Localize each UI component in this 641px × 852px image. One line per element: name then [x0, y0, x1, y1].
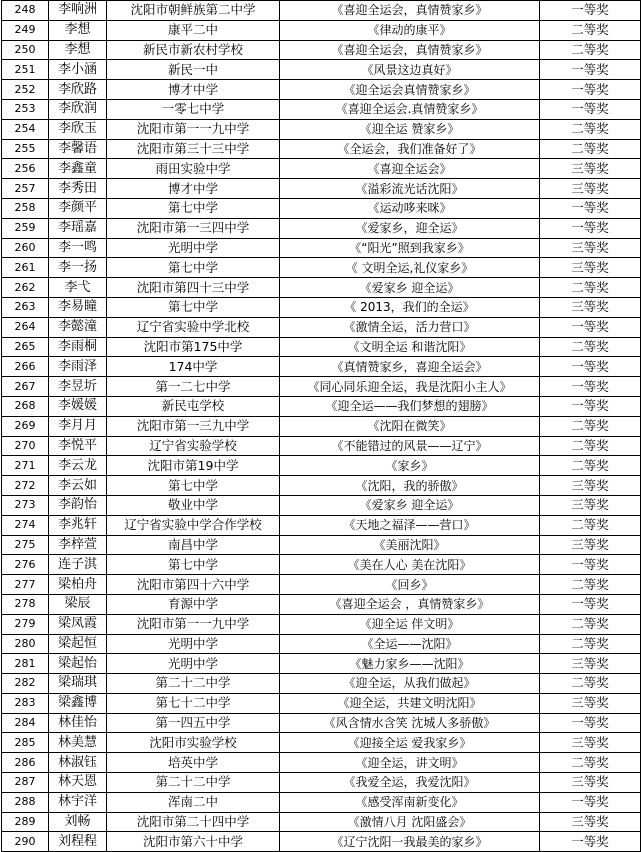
student-name: 刘程程: [49, 832, 107, 852]
award-level: 一等奖: [540, 832, 641, 852]
school-name: 沈阳市实验学校: [107, 733, 280, 753]
row-number: 248: [2, 1, 49, 21]
student-name: 李响洲: [49, 1, 107, 21]
row-number: 273: [2, 495, 49, 515]
table-row: [2, 495, 641, 515]
row-number: 277: [2, 575, 49, 595]
awards-table: [1, 0, 641, 852]
row-number: 276: [2, 555, 49, 575]
award-level: 三等奖: [540, 654, 641, 674]
award-level: 三等奖: [540, 535, 641, 555]
award-level: 二等奖: [540, 614, 641, 634]
student-name: 李云如: [49, 476, 107, 496]
student-name: 梁柏舟: [49, 575, 107, 595]
table-row: [2, 258, 641, 278]
award-level: 二等奖: [540, 753, 641, 773]
work-title: 《感受浑南新变化》: [280, 792, 540, 812]
award-level: 三等奖: [540, 297, 641, 317]
work-title: 《不能错过的风景——辽宁》: [280, 436, 540, 456]
row-number: 287: [2, 773, 49, 793]
table-row: [2, 179, 641, 199]
work-title: 《沈阳，我的骄傲》: [280, 476, 540, 496]
table-row: [2, 456, 641, 476]
work-title: 《迎全运，共建文明沈阳》: [280, 693, 540, 713]
row-number: 249: [2, 20, 49, 40]
row-number: 280: [2, 634, 49, 654]
row-number: 271: [2, 456, 49, 476]
student-name: 梁起恒: [49, 634, 107, 654]
school-name: 雨田实验中学: [107, 159, 280, 179]
table-row: [2, 594, 641, 614]
row-number: 261: [2, 258, 49, 278]
row-number: 255: [2, 139, 49, 159]
work-title: 《文明全运 和谐沈阳》: [280, 337, 540, 357]
award-level: 三等奖: [540, 476, 641, 496]
work-title: 《天地之福泽——营口》: [280, 515, 540, 535]
row-number: 257: [2, 179, 49, 199]
work-title: 《迎全运——我们梦想的翅膀》: [280, 396, 540, 416]
work-title: 《回乡》: [280, 575, 540, 595]
student-name: 李一扬: [49, 258, 107, 278]
table-row: [2, 792, 641, 812]
table-row: [2, 693, 641, 713]
table-row: [2, 832, 641, 852]
row-number: 253: [2, 99, 49, 119]
table-row: [2, 416, 641, 436]
school-name: 沈阳市第六十中学: [107, 832, 280, 852]
row-number: 284: [2, 713, 49, 733]
student-name: 林天恩: [49, 773, 107, 793]
student-name: 李颜平: [49, 198, 107, 218]
work-title: 《沈阳在微笑》: [280, 416, 540, 436]
work-title: 《全运——沈阳》: [280, 634, 540, 654]
school-name: 沈阳市第一三九中学: [107, 416, 280, 436]
award-level: 三等奖: [540, 693, 641, 713]
school-name: 第二十二中学: [107, 674, 280, 694]
row-number: 288: [2, 792, 49, 812]
row-number: 281: [2, 654, 49, 674]
school-name: 育源中学: [107, 594, 280, 614]
award-level: 二等奖: [540, 337, 641, 357]
table-row: [2, 377, 641, 397]
student-name: 梁凤霞: [49, 614, 107, 634]
table-row: [2, 20, 641, 40]
row-number: 264: [2, 317, 49, 337]
row-number: 259: [2, 218, 49, 238]
row-number: 279: [2, 614, 49, 634]
table-row: [2, 396, 641, 416]
student-name: 李云龙: [49, 456, 107, 476]
school-name: 博才中学: [107, 179, 280, 199]
award-level: 二等奖: [540, 40, 641, 60]
table-row: [2, 555, 641, 575]
table-row: [2, 674, 641, 694]
school-name: 174中学: [107, 357, 280, 377]
row-number: 268: [2, 396, 49, 416]
work-title: 《迎全运，从我们做起》: [280, 674, 540, 694]
student-name: 梁瑞琪: [49, 674, 107, 694]
school-name: 第七十二中学: [107, 693, 280, 713]
student-name: 李雨泽: [49, 357, 107, 377]
table-row: [2, 575, 641, 595]
school-name: 沈阳市第三十三中学: [107, 139, 280, 159]
student-name: 李月月: [49, 416, 107, 436]
row-number: 258: [2, 198, 49, 218]
student-name: 林美慧: [49, 733, 107, 753]
school-name: 第二十二中学: [107, 773, 280, 793]
student-name: 李易瞳: [49, 297, 107, 317]
row-number: 285: [2, 733, 49, 753]
work-title: 《 文明全运,礼仪家乡》: [280, 258, 540, 278]
work-title: 《我爱全运，我爱沈阳》: [280, 773, 540, 793]
student-name: 李悦平: [49, 436, 107, 456]
row-number: 286: [2, 753, 49, 773]
school-name: 沈阳市第一一九中学: [107, 614, 280, 634]
table-row: [2, 60, 641, 80]
table-row: [2, 40, 641, 60]
school-name: 辽宁省实验学校: [107, 436, 280, 456]
work-title: 《喜迎全运会 ，真情赞家乡》: [280, 594, 540, 614]
table-row: [2, 476, 641, 496]
row-number: 250: [2, 40, 49, 60]
award-level: 二等奖: [540, 575, 641, 595]
student-name: 李懿潼: [49, 317, 107, 337]
table-row: [2, 159, 641, 179]
work-title: 《喜迎全运会.真情赞家乡》: [280, 99, 540, 119]
row-number: 252: [2, 80, 49, 100]
award-level: 一等奖: [540, 377, 641, 397]
school-name: 沈阳市第四十六中学: [107, 575, 280, 595]
student-name: 李想: [49, 20, 107, 40]
award-level: 二等奖: [540, 456, 641, 476]
work-title: 《风含情水含笑 沈城人多骄傲》: [280, 713, 540, 733]
student-name: 李昱圻: [49, 377, 107, 397]
school-name: 光明中学: [107, 654, 280, 674]
row-number: 265: [2, 337, 49, 357]
row-number: 283: [2, 693, 49, 713]
table-row: [2, 337, 641, 357]
work-title: 《美在人心 美在沈阳》: [280, 555, 540, 575]
award-level: 一等奖: [540, 555, 641, 575]
row-number: 282: [2, 674, 49, 694]
table-row: [2, 357, 641, 377]
work-title: 《迎接全运 爱我家乡》: [280, 733, 540, 753]
row-number: 260: [2, 238, 49, 258]
row-number: 272: [2, 476, 49, 496]
work-title: 《爱家乡 迎全运》: [280, 495, 540, 515]
school-name: 第七中学: [107, 555, 280, 575]
student-name: 李想: [49, 40, 107, 60]
school-name: 沈阳市朝鲜族第二中学: [107, 1, 280, 21]
table-row: [2, 515, 641, 535]
work-title: 《溢彩流光话沈阳》: [280, 179, 540, 199]
school-name: 一零七中学: [107, 99, 280, 119]
student-name: 梁鑫博: [49, 693, 107, 713]
award-level: 二等奖: [540, 119, 641, 139]
row-number: 251: [2, 60, 49, 80]
row-number: 262: [2, 278, 49, 298]
table-row: [2, 278, 641, 298]
work-title: 《爱家乡，迎全运》: [280, 218, 540, 238]
student-name: 李梓萱: [49, 535, 107, 555]
award-level: 二等奖: [540, 515, 641, 535]
school-name: 第一二七中学: [107, 377, 280, 397]
table-row: [2, 614, 641, 634]
school-name: 培英中学: [107, 753, 280, 773]
work-title: 《爱家乡 迎全运》: [280, 278, 540, 298]
student-name: 林宇洋: [49, 792, 107, 812]
table-row: [2, 119, 641, 139]
school-name: 康平二中: [107, 20, 280, 40]
award-level: 二等奖: [540, 416, 641, 436]
work-title: 《风景这边真好》: [280, 60, 540, 80]
work-title: 《激情全运，活力营口》: [280, 317, 540, 337]
award-level: 一等奖: [540, 713, 641, 733]
school-name: 南昌中学: [107, 535, 280, 555]
student-name: 梁起怡: [49, 654, 107, 674]
school-name: 沈阳市第四十三中学: [107, 278, 280, 298]
school-name: 第一四五中学: [107, 713, 280, 733]
award-level: 二等奖: [540, 139, 641, 159]
table-row: [2, 99, 641, 119]
school-name: 第七中学: [107, 198, 280, 218]
student-name: 李一鸣: [49, 238, 107, 258]
work-title: 《迎全运 赞家乡》: [280, 119, 540, 139]
school-name: 光明中学: [107, 634, 280, 654]
student-name: 李兆轩: [49, 515, 107, 535]
award-level: 一等奖: [540, 99, 641, 119]
award-level: 二等奖: [540, 436, 641, 456]
work-title: 《迎全运，讲文明》: [280, 753, 540, 773]
table-row: [2, 436, 641, 456]
row-number: 267: [2, 377, 49, 397]
table-row: [2, 535, 641, 555]
award-level: 一等奖: [540, 198, 641, 218]
work-title: 《辽宁沈阳一我最美的家乡》: [280, 832, 540, 852]
school-name: 新民屯学校: [107, 396, 280, 416]
table-row: [2, 654, 641, 674]
work-title: 《美丽沈阳》: [280, 535, 540, 555]
table-row: [2, 634, 641, 654]
award-level: 三等奖: [540, 733, 641, 753]
work-title: 《喜迎全运会》: [280, 159, 540, 179]
student-name: 李秀田: [49, 179, 107, 199]
work-title: 《“阳光”照到我家乡》: [280, 238, 540, 258]
award-level: 一等奖: [540, 60, 641, 80]
work-title: 《喜迎全运会，真情赞家乡》: [280, 40, 540, 60]
award-level: 一等奖: [540, 218, 641, 238]
student-name: 李弋: [49, 278, 107, 298]
school-name: 第七中学: [107, 297, 280, 317]
student-name: 李韵怡: [49, 495, 107, 515]
award-level: 三等奖: [540, 238, 641, 258]
school-name: 敬业中学: [107, 495, 280, 515]
row-number: 269: [2, 416, 49, 436]
award-level: 一等奖: [540, 357, 641, 377]
table-row: [2, 317, 641, 337]
work-title: 《激情八月 沈阳盛会》: [280, 812, 540, 832]
award-level: 三等奖: [540, 495, 641, 515]
award-level: 一等奖: [540, 594, 641, 614]
school-name: 沈阳市第175中学: [107, 337, 280, 357]
school-name: 光明中学: [107, 238, 280, 258]
award-level: 三等奖: [540, 258, 641, 278]
award-level: 二等奖: [540, 674, 641, 694]
award-level: 一等奖: [540, 80, 641, 100]
work-title: 《魅力家乡——沈阳》: [280, 654, 540, 674]
row-number: 274: [2, 515, 49, 535]
work-title: 《迎全运会真情赞家乡》: [280, 80, 540, 100]
work-title: 《真情赞家乡，喜迎全运会》: [280, 357, 540, 377]
work-title: 《 2013，我们的全运》: [280, 297, 540, 317]
school-name: 沈阳市第一一九中学: [107, 119, 280, 139]
row-number: 270: [2, 436, 49, 456]
work-title: 《同心同乐迎全运，我是沈阳小主人》: [280, 377, 540, 397]
work-title: 《运动哆来咪》: [280, 198, 540, 218]
row-number: 278: [2, 594, 49, 614]
award-level: 三等奖: [540, 773, 641, 793]
award-level: 一等奖: [540, 792, 641, 812]
school-name: 沈阳市第二十四中学: [107, 812, 280, 832]
school-name: 浑南二中: [107, 792, 280, 812]
table-row: [2, 297, 641, 317]
school-name: 第七中学: [107, 476, 280, 496]
student-name: 李欣玉: [49, 119, 107, 139]
student-name: 李馨语: [49, 139, 107, 159]
row-number: 263: [2, 297, 49, 317]
work-title: 《全运会，我们准备好了》: [280, 139, 540, 159]
table-row: [2, 139, 641, 159]
table-row: [2, 713, 641, 733]
school-name: 新民一中: [107, 60, 280, 80]
student-name: 李欣润: [49, 99, 107, 119]
award-level: 二等奖: [540, 20, 641, 40]
award-level: 一等奖: [540, 1, 641, 21]
award-level: 一等奖: [540, 396, 641, 416]
school-name: 沈阳市第一三四中学: [107, 218, 280, 238]
student-name: 李媛媛: [49, 396, 107, 416]
student-name: 李欣路: [49, 80, 107, 100]
student-name: 李瑶嘉: [49, 218, 107, 238]
student-name: 李雨桐: [49, 337, 107, 357]
row-number: 289: [2, 812, 49, 832]
table-row: [2, 733, 641, 753]
school-name: 辽宁省实验中学合作学校: [107, 515, 280, 535]
student-name: 梁辰: [49, 594, 107, 614]
table-row: [2, 198, 641, 218]
award-level: 二等奖: [540, 634, 641, 654]
work-title: 《律动的康平》: [280, 20, 540, 40]
award-level: 一等奖: [540, 317, 641, 337]
student-name: 李小涵: [49, 60, 107, 80]
student-name: 李鑫童: [49, 159, 107, 179]
row-number: 266: [2, 357, 49, 377]
school-name: 第七中学: [107, 258, 280, 278]
award-level: 三等奖: [540, 159, 641, 179]
work-title: 《喜迎全运会，真情赞家乡》: [280, 1, 540, 21]
school-name: 新民市新农村学校: [107, 40, 280, 60]
school-name: 辽宁省实验中学北校: [107, 317, 280, 337]
student-name: 林淑钰: [49, 753, 107, 773]
table-row: [2, 218, 641, 238]
table-row: [2, 812, 641, 832]
award-level: 二等奖: [540, 278, 641, 298]
work-title: 《家乡》: [280, 456, 540, 476]
row-number: 254: [2, 119, 49, 139]
table-row: [2, 773, 641, 793]
school-name: 博才中学: [107, 80, 280, 100]
school-name: 沈阳市第19中学: [107, 456, 280, 476]
award-level: 三等奖: [540, 179, 641, 199]
row-number: 275: [2, 535, 49, 555]
student-name: 连子淇: [49, 555, 107, 575]
student-name: 林佳怡: [49, 713, 107, 733]
row-number: 256: [2, 159, 49, 179]
awards-table-body: [2, 1, 641, 852]
award-level: 三等奖: [540, 812, 641, 832]
row-number: 290: [2, 832, 49, 852]
table-row: [2, 238, 641, 258]
table-row: [2, 80, 641, 100]
table-row: [2, 753, 641, 773]
work-title: 《迎全运 伴文明》: [280, 614, 540, 634]
student-name: 刘畅: [49, 812, 107, 832]
table-row: [2, 1, 641, 21]
